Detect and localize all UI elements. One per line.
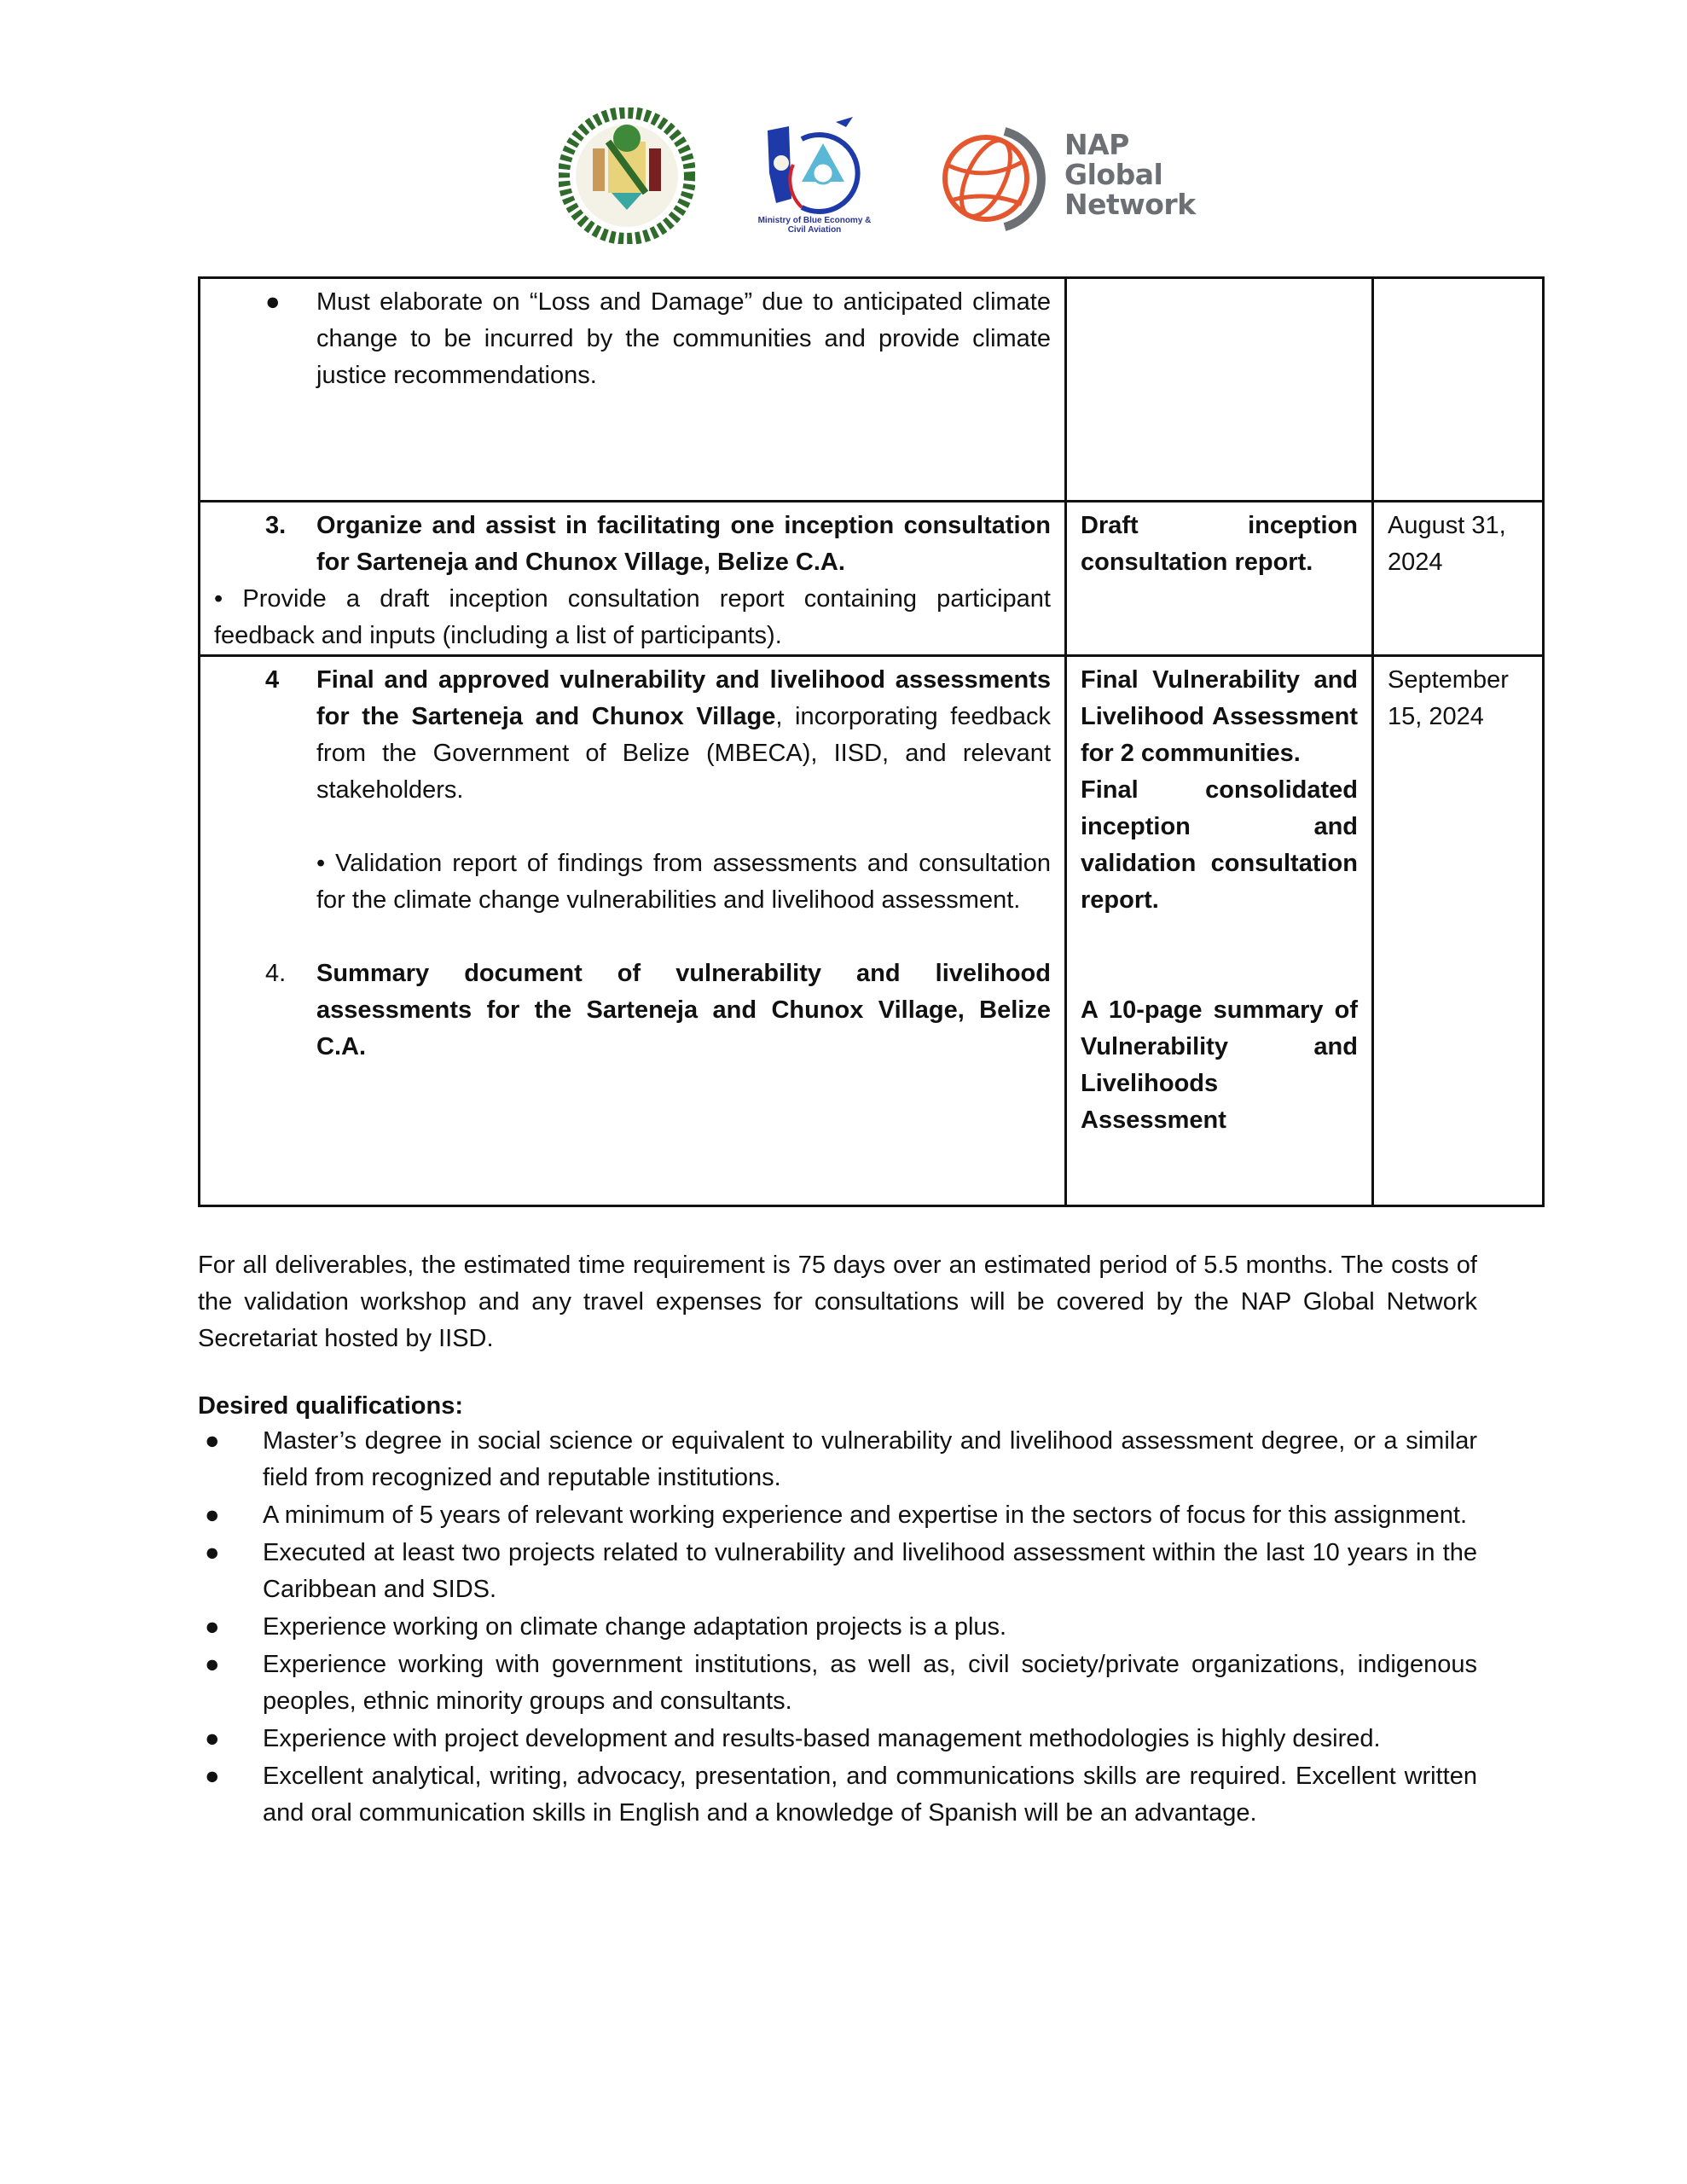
list-item-text: Experience working with government institutions, as well as, civil society/private organizations, indigenous peoples, ethnic minority groups and consultants.: [263, 1651, 1477, 1715]
sub-bullet-row: [214, 845, 1051, 919]
deliverable-text: A 10-page summary of Vulnerability and Livelihoods Assessment: [1081, 996, 1358, 1134]
due-date-cell: September 15, 2024: [1373, 656, 1544, 1206]
nap-word-1: NAP: [1064, 128, 1129, 161]
deliverable-cell: [1066, 278, 1373, 502]
list-item: [198, 1535, 1477, 1608]
activity-item-3: [214, 508, 1051, 581]
list-item: [198, 1609, 1477, 1646]
bullet-icon: ●: [265, 288, 281, 316]
deliverable-cell: [1066, 656, 1373, 1206]
list-item: [198, 1423, 1477, 1496]
due-date-cell: August 31, 2024: [1373, 502, 1544, 656]
ministry-emblem-icon: [751, 113, 878, 214]
item-title: Organize and assist in facilitating one inception consultation for Sarteneja and Chunox Village, Belize C.A.: [316, 512, 1051, 576]
item-title: Summary document of vulnerability and livelihood assessments for the Sarteneja and Chunox Village, Belize C.A.: [316, 960, 1051, 1060]
table-row: [200, 656, 1544, 1206]
list-item: [198, 1758, 1477, 1832]
due-date-cell: [1373, 278, 1544, 502]
nap-globe-icon: [936, 123, 1047, 234]
list-item-text: Excellent analytical, writing, advocacy, presentation, and communications skills are required. Excellent written and oral communication skills in English and a knowledge of Spanish will be an advantage.: [263, 1763, 1477, 1827]
item-sub-bullet: • Validation report of findings from assessments and consultation for the climate change vulnerabilities and livelihood assessment.: [316, 850, 1051, 914]
activity-bullet: [214, 284, 1051, 394]
item-title-rest: , incorporating feedback from the Government of Belize (MBECA), IISD, and relevant stakeholders.: [316, 703, 1051, 804]
bullet-icon: ●: [205, 1613, 220, 1641]
nap-word-2: Global: [1064, 158, 1163, 191]
item-number: 4.: [265, 960, 287, 987]
qualifications-list: [198, 1423, 1477, 1833]
list-item-text: Master’s degree in social science or equivalent to vulnerability and livelihood assessment degree, or a similar field from recognized and reputable institutions.: [263, 1427, 1477, 1491]
belize-coat-of-arms-logo: [559, 107, 695, 244]
item-number: 3.: [265, 512, 287, 539]
activity-item-4: [214, 662, 1051, 809]
time-requirement-paragraph: For all deliverables, the estimated time requirement is 75 days over an estimated period of 5.5 months. The costs of the validation workshop and any travel expenses for consultations will be covered by the NAP Global Network Secretariat hosted by IISD.: [198, 1252, 1477, 1352]
item-number: 4: [265, 666, 280, 694]
deliverable-text: Final Vulnerability and Livelihood Assessment for 2 communities.: [1081, 666, 1358, 767]
bullet-icon: ●: [205, 1427, 220, 1455]
activity-cell: [200, 278, 1066, 502]
table-row: [200, 502, 1544, 656]
activity-cell: [200, 502, 1066, 656]
item-sub-bullet: • Provide a draft inception consultation report containing participant feedback and inputs (including a list of participants).: [214, 585, 1051, 649]
activity-item-4-summary: [214, 956, 1051, 1066]
list-item-text: A minimum of 5 years of relevant working experience and expertise in the sectors of focus for this assignment.: [263, 1502, 1468, 1529]
bullet-icon: ●: [205, 1539, 220, 1566]
item-title: [316, 662, 1051, 809]
activity-cell: [200, 656, 1066, 1206]
bullet-icon: ●: [205, 1725, 220, 1752]
qualifications-heading: Desired qualifications:: [198, 1392, 464, 1420]
ministry-caption: Ministry of Blue Economy & Civil Aviation: [757, 216, 872, 235]
list-item: [198, 1721, 1477, 1757]
list-item-text: Experience with project development and results-based management methodologies is highly desired.: [263, 1725, 1381, 1752]
list-item: [198, 1497, 1477, 1534]
nap-wordmark: [1064, 130, 1201, 219]
bullet-text: Must elaborate on “Loss and Damage” due to anticipated climate change to be incurred by the communities and provide climate justice recommendations.: [316, 288, 1051, 389]
list-item: [198, 1647, 1477, 1720]
bullet-icon: ●: [205, 1502, 220, 1529]
deliverable-cell: Draft inception consultation report.: [1066, 502, 1373, 656]
deliverable-text: Final consolidated inception and validation consultation report.: [1081, 776, 1358, 914]
header-logos: [0, 101, 1687, 246]
table-row: [200, 278, 1544, 502]
item-title-bold: Final and approved vulnerability and livelihood assessments for the Sarteneja and Chunox Village: [316, 666, 1051, 730]
list-item-text: Executed at least two projects related to vulnerability and livelihood assessment within the last 10 years in the Caribbean and SIDS.: [263, 1539, 1477, 1603]
ministry-blue-economy-logo: [751, 113, 878, 246]
deliverables-table: [198, 276, 1545, 1207]
bullet-icon: ●: [205, 1651, 220, 1678]
nap-word-3: Network: [1064, 188, 1196, 221]
list-item-text: Experience working on climate change adaptation projects is a plus.: [263, 1613, 1007, 1641]
bullet-icon: ●: [205, 1763, 220, 1790]
